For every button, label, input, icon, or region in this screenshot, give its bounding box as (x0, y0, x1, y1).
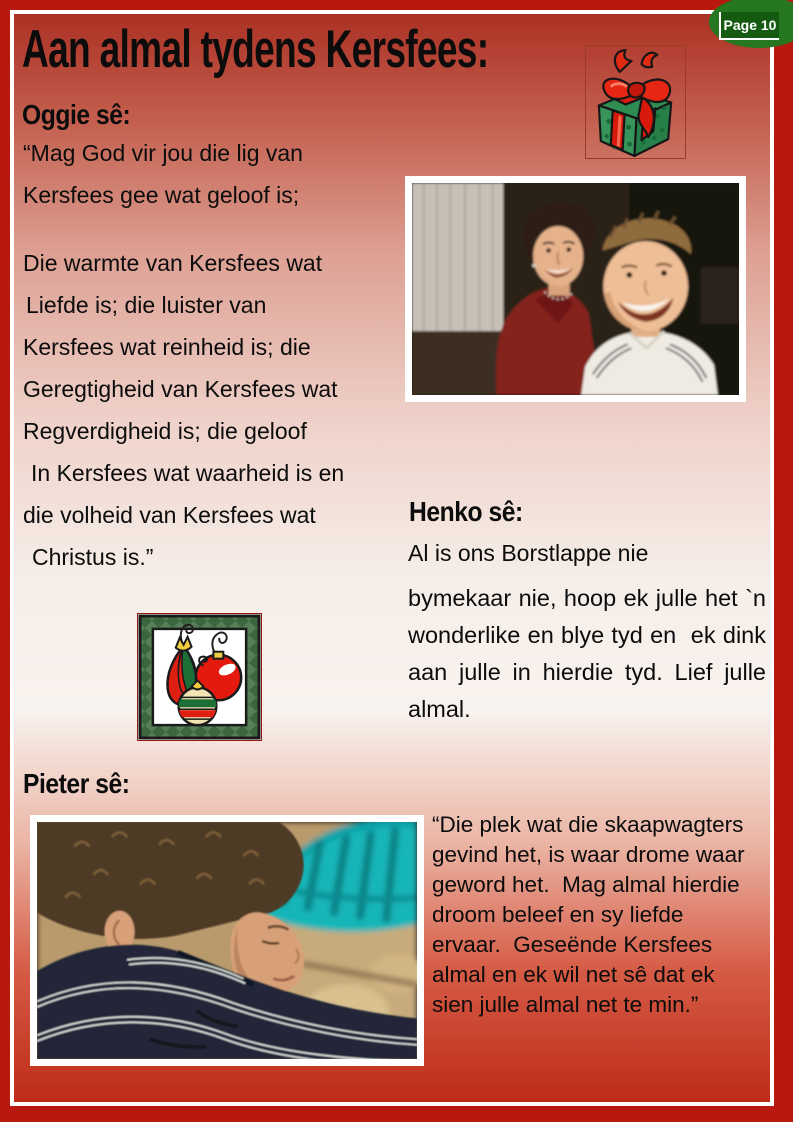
text-line: Kersfees gee wat geloof is; (23, 182, 300, 208)
text-line: almal. (408, 696, 471, 722)
text-line: bymekaar nie, hoop ek julle het `n (408, 585, 766, 611)
text-line: droom beleef en sy liefde (432, 902, 684, 927)
henko-intro-line: Al is ons Borstlappe nie (408, 540, 649, 566)
oggie-paragraph-1 (23, 132, 393, 216)
pieter-paragraph (432, 810, 772, 1020)
text-line: gevind het, is waar drome waar (432, 842, 745, 867)
henko-paragraph (408, 580, 766, 728)
pieter-heading: Pieter sê: (23, 768, 130, 799)
text-line: Christus is.” (32, 544, 154, 570)
text-line: sien julle almal net te min.” (432, 992, 699, 1017)
henko-heading: Henko sê: (409, 496, 523, 527)
page-number-badge (719, 12, 779, 40)
family-photo (405, 176, 746, 402)
christmas-ornaments-icon (138, 614, 261, 740)
page-number-label: Page 10 (723, 17, 777, 33)
text-line: aan julle in hierdie tyd. Lief julle (408, 659, 766, 685)
text-line: Die warmte van Kersfees wat (23, 250, 323, 276)
gift-clipart-image (585, 45, 686, 159)
text-line: “Die plek wat die skaapwagters (432, 812, 744, 837)
text-line: die volheid van Kersfees wat (23, 502, 316, 528)
text-line: Regverdigheid is; die geloof (23, 418, 307, 444)
pieter-photo (30, 815, 424, 1066)
text-line: Liefde is; die luister van (26, 292, 267, 318)
text-line: wonderlike en blye tyd en ek dink (408, 622, 766, 648)
oggie-paragraph-2 (23, 242, 398, 578)
young-man-looking-down-photo (37, 822, 417, 1059)
page-title: Aan almal tydens Kersfees: (22, 20, 489, 79)
oggie-heading: Oggie sê: (22, 99, 131, 130)
text-line: geword het. Mag almal hierdie (432, 872, 740, 897)
text-line: ervaar. Geseënde Kersfees (432, 932, 713, 957)
text-line: In Kersfees wat waarheid is en (31, 460, 345, 486)
woman-and-boy-photo (412, 183, 739, 395)
text-line: “Mag God vir jou die lig van (23, 140, 303, 166)
ornaments-clipart-image (137, 613, 262, 741)
text-line: almal en ek wil net sê dat ek (432, 962, 715, 987)
text-line: Kersfees wat reinheid is; die (23, 334, 311, 360)
text-line: Geregtigheid van Kersfees wat (23, 376, 338, 402)
gift-box-icon (586, 46, 685, 158)
